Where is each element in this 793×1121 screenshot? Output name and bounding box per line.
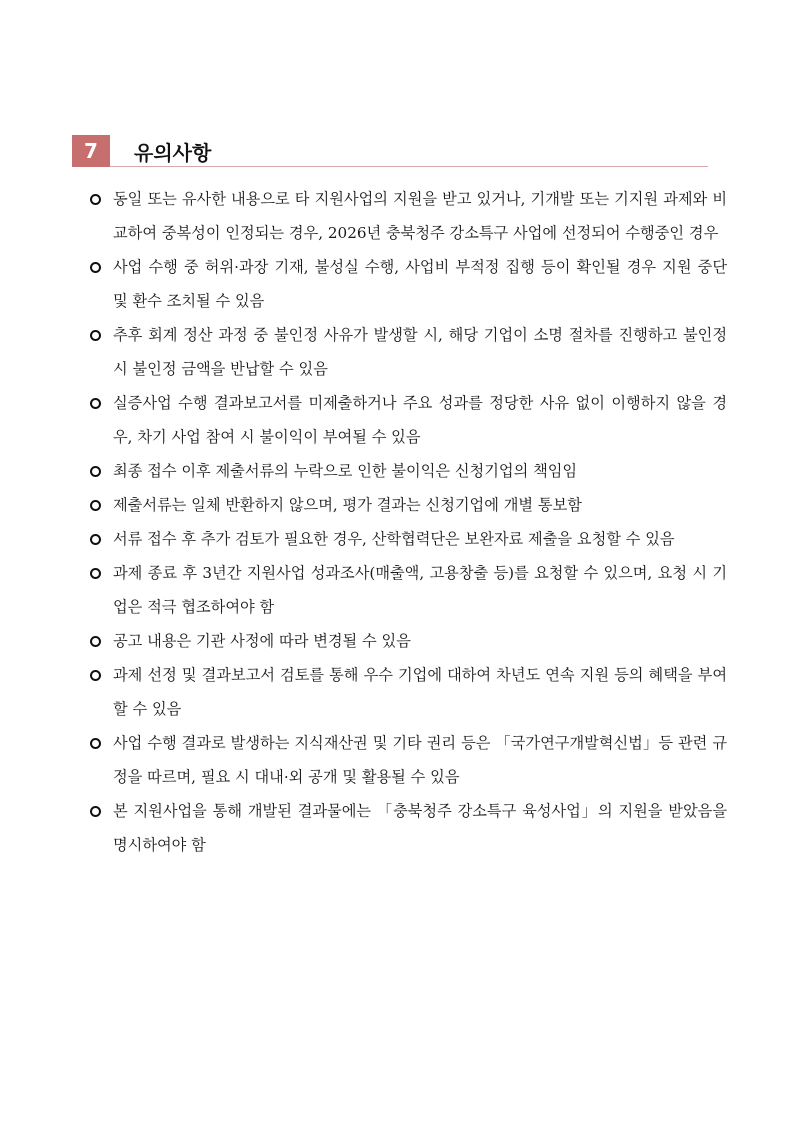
list-item-text: 공고 내용은 기관 사정에 따라 변경될 수 있음: [113, 632, 411, 650]
list-item: [87, 318, 727, 386]
circle-bullet-icon: [90, 330, 101, 341]
section-number-badge: 7: [72, 135, 110, 167]
list-item-text: 과제 종료 후 3년간 지원사업 성과조사(매출액, 고용창출 등)를 요청할 수 있으며, 요청 시 기업은 적극 협조하여야 함: [113, 564, 727, 616]
list-item-text: 최종 접수 이후 제출서류의 누락으로 인한 불이익은 신청기업의 책임임: [113, 462, 578, 480]
circle-bullet-icon: [90, 670, 101, 681]
list-item: [87, 488, 727, 522]
circle-bullet-icon: [90, 262, 101, 273]
list-item: [87, 794, 727, 862]
circle-bullet-icon: [90, 500, 101, 511]
circle-bullet-icon: [90, 398, 101, 409]
list-item-text: 사업 수행 결과로 발생하는 지식재산권 및 기타 권리 등은 「국가연구개발혁신법」등 관련 규정을 따르며, 필요 시 대내·외 공개 및 활용될 수 있음: [113, 734, 727, 786]
list-item: [87, 658, 727, 726]
section-header: [72, 135, 708, 169]
circle-bullet-icon: [90, 466, 101, 477]
list-item-text: 제출서류는 일체 반환하지 않으며, 평가 결과는 신청기업에 개별 통보함: [113, 496, 582, 514]
list-item-text: 과제 선정 및 결과보고서 검토를 통해 우수 기업에 대하여 차년도 연속 지원 등의 혜택을 부여할 수 있음: [113, 666, 727, 718]
list-item: [87, 556, 727, 624]
list-item-text: 본 지원사업을 통해 개발된 결과물에는 「충북청주 강소특구 육성사업」의 지원을 받았음을 명시하여야 함: [113, 802, 727, 854]
list-item: [87, 726, 727, 794]
list-item: [87, 250, 727, 318]
list-item-text: 추후 회계 정산 과정 중 불인정 사유가 발생할 시, 해당 기업이 소명 절차를 진행하고 불인정 시 불인정 금액을 반납할 수 있음: [113, 326, 727, 378]
list-item: [87, 522, 727, 556]
circle-bullet-icon: [90, 568, 101, 579]
circle-bullet-icon: [90, 194, 101, 205]
section-divider: [110, 166, 708, 167]
circle-bullet-icon: [90, 738, 101, 749]
list-item: [87, 182, 727, 250]
list-item: [87, 624, 727, 658]
list-item-text: 사업 수행 중 허위·과장 기재, 불성실 수행, 사업비 부적정 집행 등이 확인될 경우 지원 중단 및 환수 조치될 수 있음: [113, 258, 727, 310]
list-item: [87, 454, 727, 488]
circle-bullet-icon: [90, 636, 101, 647]
section-title: 유의사항: [134, 141, 212, 165]
circle-bullet-icon: [90, 806, 101, 817]
list-item-text: 서류 접수 후 추가 검토가 필요한 경우, 산학협력단은 보완자료 제출을 요청할 수 있음: [113, 530, 675, 548]
circle-bullet-icon: [90, 534, 101, 545]
notice-list: [87, 182, 727, 862]
list-item-text: 동일 또는 유사한 내용으로 타 지원사업의 지원을 받고 있거나, 기개발 또는 기지원 과제와 비교하여 중복성이 인정되는 경우, 2026년 충북청주 강소특구 사업에 선정되어 수행중인 경우: [113, 190, 727, 242]
list-item-text: 실증사업 수행 결과보고서를 미제출하거나 주요 성과를 정당한 사유 없이 이행하지 않을 경우, 차기 사업 참여 시 불이익이 부여될 수 있음: [113, 394, 727, 446]
list-item: [87, 386, 727, 454]
